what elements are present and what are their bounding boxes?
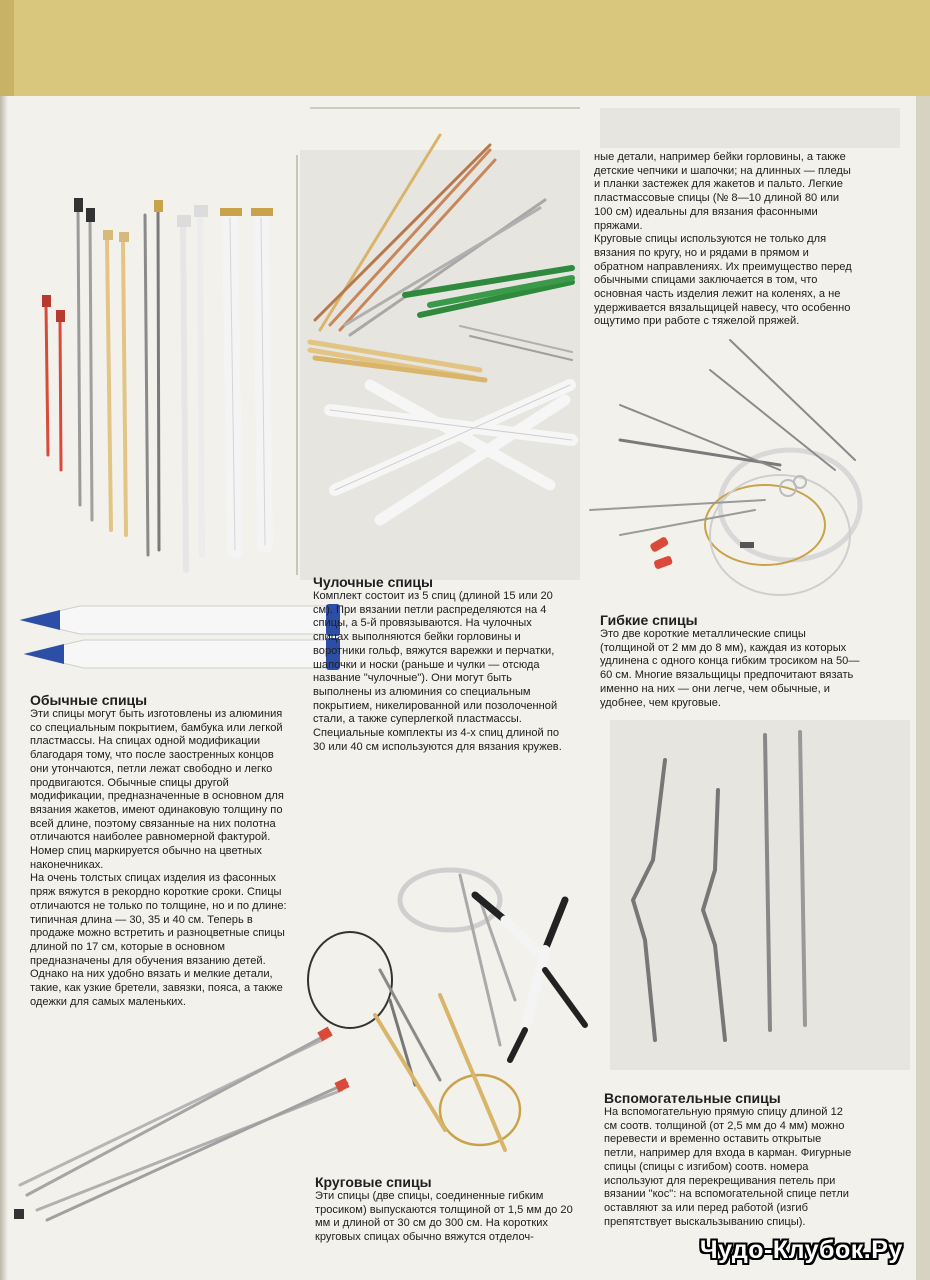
- bamboo-needle-cap-2: [119, 232, 129, 242]
- steel-needle-4: [158, 210, 159, 550]
- section-circular-cont-body-2: Круговые спицы используются не только для вязания по кругу, но и рядами в прямом и обратном направлениях. Их преимущество перед обычными спицами заключается в том, что основная часть изделия лежит на коленях, а не удерживается вязальщицей навесу, что особенно ощутимо при работе с тяжелой пряжей.: [594, 233, 852, 328]
- page-fold: [0, 0, 14, 96]
- red-needle-cap-2: [56, 310, 65, 322]
- top-color-band: [0, 0, 930, 96]
- thick-blue-needles-illustration: [20, 596, 350, 676]
- section-stocking: [313, 574, 565, 754]
- site-watermark: Чудо-Клубок.Ру: [700, 1236, 903, 1264]
- plastic-needle-cap-1: [177, 215, 191, 227]
- thick-needle-cap-2: [251, 208, 273, 216]
- bleed-through-block-2: [600, 108, 900, 148]
- section-regular-body-2: На очень толстых спицах изделия из фасонных пряж вяжутся в рекордно короткие сроки. Спицы отличаются не только по толщине, но и по длине: типичная длина — 30, 35 и 40 см. Теперь в продаже можно встретить и разноцветные спицы длиной по 17 см, которые в основном предназначены для обучения вязанию детей. Однако на них удобно вязать и мелкие детали, такие, как узкие бретели, завязки, пояса, а также одежки для самых маленьких.: [30, 872, 287, 1008]
- red-needle-2: [60, 320, 61, 470]
- column-rule: [296, 155, 298, 575]
- section-regular-title: Обычные спицы: [30, 692, 148, 708]
- section-stocking-title: Чулочные спицы: [313, 574, 433, 590]
- thick-needle-cap-1: [220, 208, 242, 216]
- bamboo-needle-1: [107, 240, 111, 530]
- section-auxiliary: [604, 1090, 856, 1229]
- steel-needle-2: [90, 220, 92, 520]
- section-flexible: [600, 612, 862, 710]
- bamboo-needle-2: [123, 242, 126, 535]
- section-regular: [30, 692, 292, 1009]
- cable-needles-illustration: [615, 720, 830, 1060]
- top-rule: [310, 107, 580, 109]
- section-circular-continued: [594, 151, 856, 329]
- section-circular-body: Эти спицы (две спицы, соединенные гибким тросиком) выпускаются толщиной от 1,5 мм до 20 мм и длиной от 30 см до 300 см. На коротких круговых спицах обычно вяжутся отделоч-: [315, 1190, 573, 1244]
- gold-needle-cap: [154, 200, 163, 212]
- long-steel-needles-illustration: [12, 1025, 357, 1225]
- page-edge: [916, 96, 930, 1280]
- section-auxiliary-title: Вспомогательные спицы: [604, 1090, 781, 1106]
- section-circular: [315, 1174, 580, 1245]
- steel-needle-3: [145, 215, 148, 555]
- straight-needles-illustration: [30, 190, 290, 580]
- section-auxiliary-body: На вспомогательную прямую спицу длиной 12 см соотв. толщиной (от 2,5 мм до 4 мм) можно перевести и временно оставить открытые петли, например для входа в карман. Фигурные спицы (спицы с изгибом) соотв. номера используют для перекрещивания петель при вязании "кос": на вспомогательной спице петли оставляют за или перед работой (изгиб препятствует выскальзыванию спицы).: [604, 1106, 852, 1228]
- plastic-needle-1: [183, 225, 186, 570]
- page-spine-shadow: [0, 96, 8, 1280]
- flexible-needles-illustration: [590, 330, 880, 610]
- red-needle-cap: [42, 295, 51, 307]
- steel-needle-1: [78, 210, 80, 505]
- steel-needle-cap-1: [74, 198, 83, 212]
- plastic-needle-2: [200, 215, 202, 555]
- section-flexible-title: Гибкие спицы: [600, 612, 698, 628]
- section-regular-body: Эти спицы могут быть изготовлены из алюминия со специальным покрытием, бамбука или легкой пластмассы. На спицах одной модификации благодаря тому, что после заостренных концов они утончаются, петли лежат свободно и легко продвигаются. Обычные спицы другой модификации, предназначенные в основном для вязания жакетов, имеют одинаковую толщину по всей длине, поэтому связанные на них полотна отличаются наиболее равномерной фактурой. Номер спиц маркируется обычно на цветных наконечниках.: [30, 708, 284, 871]
- red-needle: [46, 305, 48, 455]
- plastic-needle-cap-2: [194, 205, 208, 217]
- bamboo-needle-cap-1: [103, 230, 113, 240]
- section-stocking-body: Комплект состоит из 5 спиц (длиной 15 или 20 см). При вязании петли распределяются на 4 спицы, а 5-й провязываются. На чулочных спицах выполняются бейки горловины и воротники гольф, вяжутся варежки и перчатки, шапочки и носки (раньше и чулки — отсюда название "чулочные"). Они могут быть выполнены из алюминия со специальным покрытием, никелированной или позолоченной стали, а также суперлегкой пластмассы. Специальные комплекты из 4-х спиц длиной по 30 или 40 см используются для вязания кружев.: [313, 590, 562, 753]
- section-circular-cont-body: ные детали, например бейки горловины, а также детские чепчики и шапочки; на длинных — пледы и планки застежек для жакетов и пальто. Легкие пластмассовые спицы (№ 8—10 длиной 80 или 100 см) идеальны для вязания фасонными пряжами.: [594, 151, 851, 232]
- double-pointed-needles-illustration: [310, 130, 580, 530]
- steel-needle-cap-2: [86, 208, 95, 222]
- section-flexible-body: Это две короткие металлические спицы (толщиной от 2 мм до 8 мм), каждая из которых удлинена с одного конца гибким тросиком на 50—60 см. Многие вязальщицы предпочитают вязать именно на них — они легче, чем обычные, и удобнее, чем круговые.: [600, 628, 860, 709]
- section-circular-title: Круговые спицы: [315, 1174, 432, 1190]
